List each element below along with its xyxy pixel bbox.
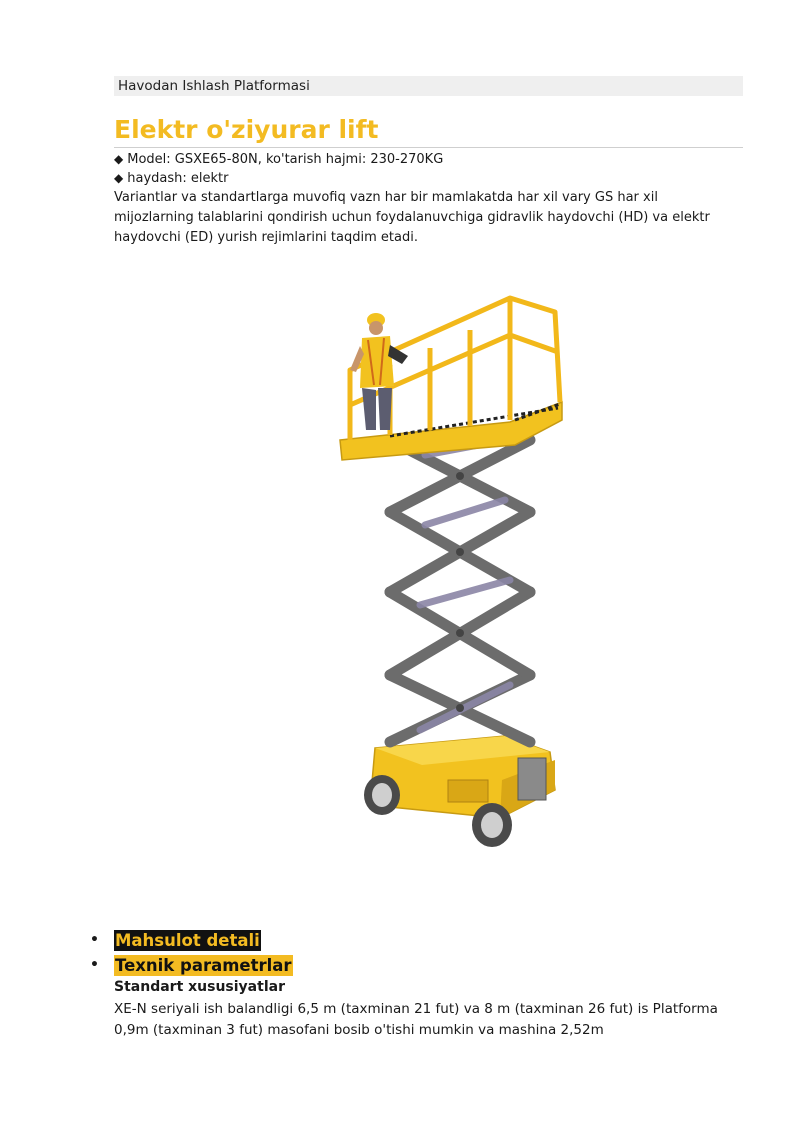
worker-figure xyxy=(350,313,408,430)
breadcrumb[interactable]: Havodan Ishlash Platformasi xyxy=(114,76,743,96)
tab-label[interactable]: Mahsulot detali xyxy=(115,931,260,950)
tab-label[interactable]: Texnik parametrlar xyxy=(115,956,292,975)
tab-product-details[interactable] xyxy=(90,928,293,953)
product-tabs xyxy=(90,928,293,978)
section-heading: Standart xususiyatlar xyxy=(114,979,285,995)
diamond-bullet-icon: ◆ xyxy=(114,171,124,185)
diamond-bullet-icon: ◆ xyxy=(114,152,124,166)
section-text: XE-N seriyali ish balandligi 6,5 m (taxminan 21 fut) va 8 m (taxminan 26 fut) is Platforma 0,9m (taxminan 3 fut) masofani bosib o'tishi mumkin va mashina 2,52m xyxy=(114,1001,718,1038)
spec-drive xyxy=(114,168,228,189)
spec-model-text: Model: GSXE65-80N, ko'tarish hajmi: 230-270KG xyxy=(127,152,444,167)
spec-model xyxy=(114,149,443,170)
spec-drive-text: haydash: elektr xyxy=(127,171,229,186)
lift-chassis xyxy=(370,736,555,818)
bullet-icon: • xyxy=(90,957,99,973)
page-title: Elektr o'ziyurar lift xyxy=(114,115,379,144)
scissor-arms xyxy=(390,440,530,742)
bullet-icon: • xyxy=(90,932,99,948)
tab-technical-parameters[interactable] xyxy=(90,953,293,978)
title-divider xyxy=(114,147,743,148)
product-description: Variantlar va standartlarga muvofiq vazn har bir mamlakatda har xil vary GS har xil mijozlarning talablarini qondirish uchun foydalanuvchiga gidravlik haydovchi (HD) va elektr haydovchi (ED) yurish rejimlarini taqdim etadi. xyxy=(114,190,710,245)
scissor-lift-image xyxy=(330,290,580,860)
